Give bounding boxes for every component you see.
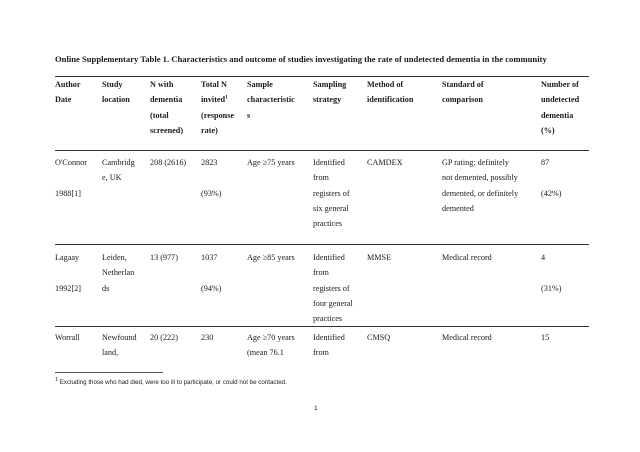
cell-method: MMSE (367, 253, 392, 262)
cell-author: O'Connor 1988[1] (55, 158, 87, 198)
cell-n-dementia: 20 (222) (150, 333, 178, 342)
header-bottom-rule (55, 150, 589, 151)
cell-standard: Medical record (442, 253, 492, 262)
cell-number: 87 (42%) (541, 158, 562, 198)
footnote-text: Excluding those who had died, were too ill to participate, or could not be contacted. (58, 379, 287, 386)
cell-location: Newfound land, (102, 333, 137, 358)
cell-standard: Medical record (442, 333, 492, 342)
cell-number: 4 (31%) (541, 253, 562, 293)
cell-location: Leiden, Netherlan ds (102, 253, 135, 293)
header-number: Number of undetected dementia (%) (541, 80, 580, 135)
cell-method: CMSQ (367, 333, 391, 342)
cell-sampling: Identified from registers of six general practices (313, 158, 350, 229)
cell-n-dementia: 208 (2616) (150, 158, 187, 167)
cell-author: Worrall (55, 333, 80, 342)
header-total-n (201, 77, 234, 138)
footnote (55, 376, 287, 386)
header-sample: Sample characteristic s (247, 80, 295, 120)
header-total-n-text: Total N invited (201, 80, 227, 105)
cell-number: 15 (541, 333, 550, 342)
cell-method: CAMDEX (367, 158, 403, 167)
cell-sample: Age ≥85 years (247, 253, 295, 262)
header-total-n-response: (response rate) (201, 110, 235, 135)
cell-sampling: Identified from registers of four general practices (313, 253, 353, 324)
cell-location: Cambridg e, UK (102, 158, 135, 183)
cell-total-n: 230 (201, 333, 214, 342)
footnote-marker: 1 (55, 376, 59, 383)
cell-standard: GP rating: definitely not demented, possibly demented, or definitely demented (442, 158, 519, 213)
cell-total-n: 1037 (94%) (201, 253, 222, 293)
header-location: Study location (102, 80, 130, 105)
footnote-rule (55, 372, 163, 373)
cell-sampling: Identified from (313, 333, 345, 358)
row-rule (55, 326, 589, 327)
cell-n-dementia: 13 (977) (150, 253, 178, 262)
header-standard: Standard of comparison (442, 80, 484, 105)
header-method: Method of identification (367, 80, 414, 105)
page-number: 1 (314, 405, 318, 412)
cell-total-n: 2823 (93%) (201, 158, 222, 198)
row-rule (55, 244, 589, 245)
cell-sample: Age ≥70 years (mean 76.1 (247, 333, 295, 358)
cell-sample: Age ≥75 years (247, 158, 295, 167)
footnote-ref: 1 (225, 94, 228, 101)
cell-author: Lagaay 1992[2] (55, 253, 81, 293)
header-author: Author Date (55, 80, 81, 105)
table-title: Online Supplementary Table 1. Characteristics and outcome of studies investigating the rate of undetected dementia in the community (55, 54, 547, 64)
header-n-dementia: N with dementia (total screened) (150, 80, 184, 135)
header-sampling: Sampling strategy (313, 80, 347, 105)
